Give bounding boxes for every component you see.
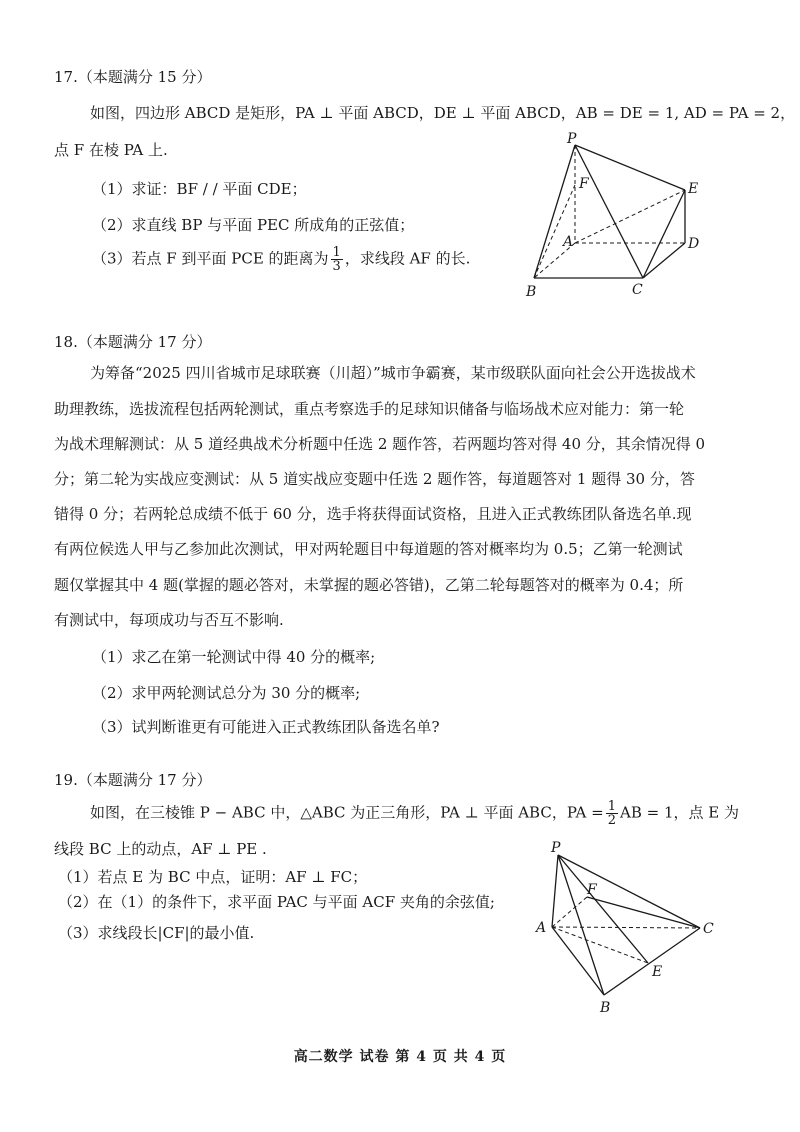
- q18-line8: 有测试中，每项成功与否互不影响.: [54, 611, 284, 629]
- edge-PC: [558, 855, 700, 928]
- q19-part1: （1）若点 E 为 BC 中点，证明：AF ⊥ FC；: [58, 868, 368, 886]
- q19-stem-fraction: [606, 800, 618, 827]
- edge-AB: [552, 927, 604, 995]
- label-E: E: [652, 964, 663, 980]
- q17-part3-pre: （3）若点 F 到平面 PCE 的距离为: [92, 249, 329, 268]
- edge-BC: [604, 928, 700, 995]
- edge-PE: [575, 145, 685, 190]
- edge-PB: [558, 855, 604, 995]
- edge-AC-hidden: [552, 927, 700, 928]
- q18-part1: （1）求乙在第一轮测试中得 40 分的概率;: [92, 648, 376, 666]
- q18-part2: （2）求甲两轮测试总分为 30 分的概率;: [92, 684, 361, 702]
- q17-part3: [92, 246, 470, 273]
- q18-part3: （3）试判断谁更有可能进入正式教练团队备选名单?: [92, 718, 440, 736]
- edge-EC: [643, 190, 685, 278]
- q19-stem-line2: 线段 BC 上的动点，AF ⊥ PE .: [54, 840, 267, 858]
- label-F: F: [587, 882, 597, 898]
- edge-AE-hidden: [575, 190, 685, 243]
- q18-line7: 题仅掌握其中 4 题(掌握的题必答对，未掌握的题必答错)，乙第二轮每题答对的概率为 0.4；所: [54, 576, 684, 594]
- edge-PB: [534, 145, 575, 278]
- q17-frac-num: 1: [332, 245, 341, 260]
- edge-PE: [558, 855, 648, 963]
- edge-FC: [587, 897, 700, 928]
- q17-part1: （1）求证：BF / / 平面 CDE；: [92, 180, 307, 198]
- edge-PC: [575, 145, 643, 278]
- label-B: B: [526, 284, 537, 300]
- page-footer: 高二数学 试卷 第 4 页 共 4 页: [293, 1049, 507, 1065]
- edge-PA: [552, 855, 558, 927]
- q18-line1: 为筹备“2025 四川省城市足球联赛（川超）”城市争霸赛，某市级联队面向社会公开选拔战术: [90, 364, 696, 382]
- label-C: C: [632, 282, 643, 298]
- q19-frac-num: 1: [607, 799, 616, 814]
- q17-stem-line2: 点 F 在棱 PA 上.: [54, 141, 168, 159]
- q18-line2: 助理教练，选拔流程包括两轮测试，重点考察选手的足球知识储备与临场战术应对能力：第一轮: [54, 400, 685, 418]
- q19-figure: [525, 835, 725, 1020]
- q17-figure: [520, 130, 720, 300]
- q18-heading: 18.（本题满分 17 分）: [54, 333, 212, 351]
- label-F: F: [579, 176, 589, 192]
- q18-line5: 错得 0 分；若两轮总成绩不低于 60 分，选手将获得面试资格，且进入正式教练团队备选名单.现: [54, 505, 692, 523]
- q17-part3-post: ，求线段 AF 的长.: [344, 249, 471, 268]
- label-P: P: [567, 131, 577, 147]
- label-B: B: [600, 1000, 611, 1016]
- edge-CD: [643, 243, 685, 278]
- label-A: A: [536, 920, 547, 936]
- q18-line4: 分；第二轮为实战应变测试：从 5 道实战应变题中任选 2 题作答，每道题答对 1 题得 30 分，答: [54, 470, 695, 488]
- q19-frac-den: 2: [607, 813, 616, 828]
- q17-heading: 17.（本题满分 15 分）: [54, 68, 212, 86]
- label-C: C: [703, 921, 714, 937]
- q19-part2: （2）在（1）的条件下，求平面 PAC 与平面 ACF 夹角的余弦值;: [58, 893, 495, 911]
- q19-stem-post: AB = 1，点 E 为: [620, 803, 739, 822]
- q19-stem-line1: [90, 800, 739, 827]
- q19-heading: 19.（本题满分 17 分）: [54, 771, 212, 789]
- q17-part2: （2）求直线 BP 与平面 PEC 所成角的正弦值；: [92, 216, 415, 234]
- q18-line3: 为战术理解测试：从 5 道经典战术分析题中任选 2 题作答，若两题均答对得 40 分，其余情况得 0: [54, 435, 706, 453]
- q17-part3-fraction: [331, 246, 343, 273]
- q17-stem-line1: 如图，四边形 ABCD 是矩形，PA ⊥ 平面 ABCD，DE ⊥ 平面 ABCD，AB = DE = 1, AD = PA = 2，: [90, 104, 796, 122]
- edge-BF-hidden: [534, 185, 575, 278]
- label-P: P: [551, 840, 561, 856]
- label-A: A: [563, 234, 574, 250]
- label-D: D: [688, 236, 700, 252]
- q19-part3: （3）求线段长|CF|的最小值.: [58, 924, 255, 942]
- q19-stem-pre: 如图，在三棱锥 P − ABC 中，△ABC 为正三角形，PA ⊥ 平面 ABC，PA =: [90, 803, 604, 822]
- edge-AF-hidden: [552, 897, 587, 927]
- label-E: E: [688, 181, 699, 197]
- q18-line6: 有两位候选人甲与乙参加此次测试，甲对两轮题目中每道题的答对概率均为 0.5；乙第一轮测试: [54, 540, 683, 558]
- q17-frac-den: 3: [332, 259, 341, 274]
